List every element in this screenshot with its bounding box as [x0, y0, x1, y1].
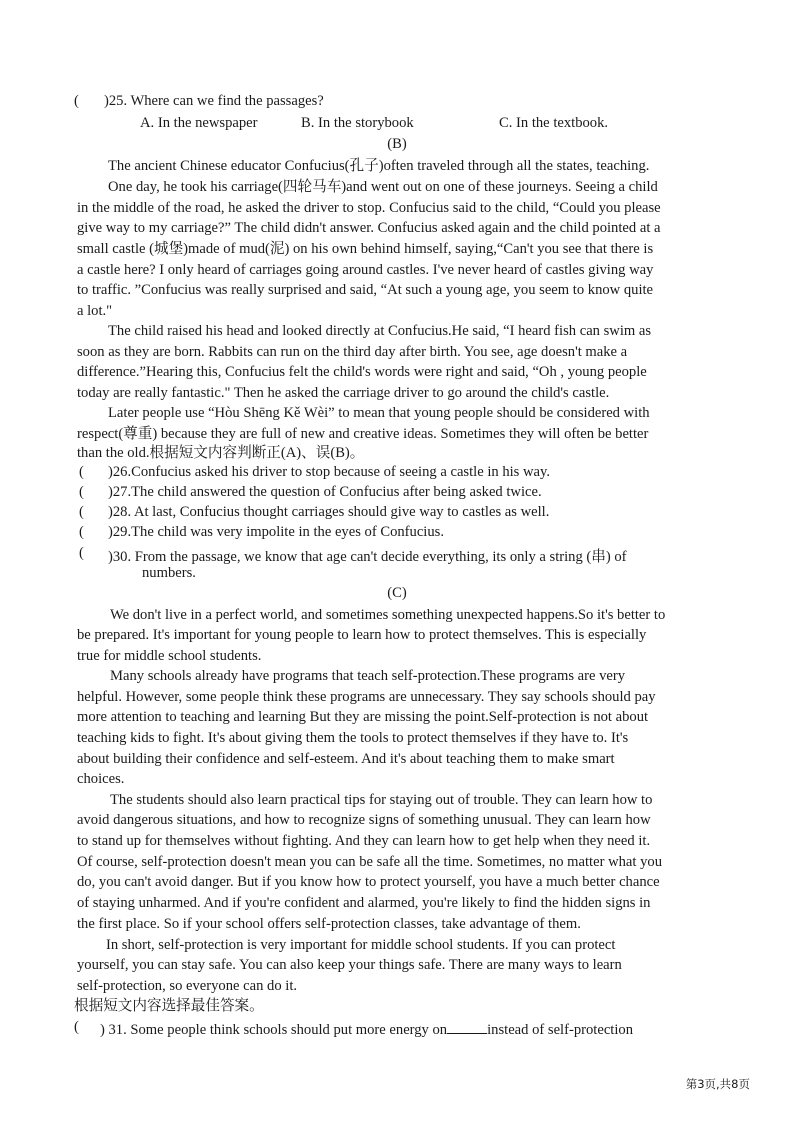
passage-line: teaching kids to fight. It's about giving them the tools to protect themselves if they have to. It's [77, 730, 629, 746]
question-27: )27.The child answered the question of Confucius after being asked twice. [108, 484, 542, 500]
passage-line: We don't live in a perfect world, and sometimes something unexpected happens.So it's better to [110, 607, 666, 623]
question-25: )25. Where can we find the passages? [104, 93, 324, 109]
passage-line: Of course, self-protection doesn't mean you can be safe all the time. Sometimes, no matter what you [77, 854, 662, 870]
passage-line: give way to my carriage?” The child didn't answer. Confucius asked again and the child pointed at a [77, 220, 661, 236]
answer-paren: ( [74, 93, 79, 109]
passage-line: yourself, you can stay safe. You can also keep your things safe. There are many ways to learn [77, 957, 622, 973]
passage-line: In short, self-protection is very important for middle school students. If you can protect [106, 937, 616, 953]
passage-line: helpful. However, some people think these programs are unnecessary. They say schools should pay [77, 689, 656, 705]
question-30: )30. From the passage, we know that age can't decide everything, its only a string (串) of [108, 549, 627, 565]
passage-line: to traffic. ”Confucius was really surprised and said, “At such a young age, you seem to know quite [77, 282, 654, 298]
question-26: )26.Confucius asked his driver to stop because of seeing a castle in his way. [108, 464, 551, 480]
passage-line: respect(尊重) because they are full of new and creative ideas. Sometimes they will often be better [77, 426, 649, 442]
question-31-text-end: instead of self-protection [487, 1022, 633, 1038]
option-c: C. In the textbook. [499, 115, 609, 131]
passage-line: more attention to teaching and learning But they are missing the point.Self-protection is not about [77, 709, 649, 725]
passage-line: The child raised his head and looked directly at Confucius.He said, “I heard fish can swim as [108, 323, 652, 339]
question-31 [100, 1019, 633, 1039]
answer-paren: ( [79, 545, 84, 561]
question-31-text: ) 31. Some people think schools should put more energy on [100, 1022, 448, 1038]
question-29: )29.The child was very impolite in the eyes of Confucius. [108, 524, 444, 540]
passage-line: a castle here? I only heard of carriages going around castles. I've never heard of castles giving way [77, 262, 654, 278]
passage-line: One day, he took his carriage(四轮马车)and went out on one of these journeys. Seeing a child [108, 179, 658, 195]
instruction-line: 根据短文内容选择最佳答案。 [74, 998, 264, 1014]
question-28: )28. At last, Confucius thought carriages should give way to castles as well. [108, 504, 550, 520]
section-b-heading: (B) [387, 136, 407, 152]
answer-paren: ( [79, 464, 84, 480]
passage-line: today are really fantastic." Then he asked the carriage driver to go around the child's castle. [77, 385, 610, 401]
passage-line: the first place. So if your school offers self-protection classes, take advantage of them. [77, 916, 581, 932]
answer-paren: ( [74, 1019, 79, 1035]
passage-line: do, you can't avoid danger. But if you know how to protect yourself, you have a much better chance [77, 874, 660, 890]
answer-paren: ( [79, 504, 84, 520]
passage-line: in the middle of the road, he asked the driver to stop. Confucius said to the child, “Could you please [77, 200, 661, 216]
page-number: 第3页,共8页 [685, 1077, 750, 1091]
option-a: A. In the newspaper [140, 115, 258, 131]
passage-line: true for middle school students. [77, 648, 262, 664]
passage-line: The ancient Chinese educator Confucius(孔子)often traveled through all the states, teaching. [108, 158, 650, 174]
passage-line: soon as they are born. Rabbits can run on the third day after birth. You see, age doesn't make a [77, 344, 628, 360]
passage-line: about building their confidence and self-esteem. And it's about teaching them to make smart [77, 751, 615, 767]
section-c-heading: (C) [387, 585, 407, 601]
passage-line: small castle (城堡)made of mud(泥) on his own behind himself, saying,“Can't you see that there is [77, 241, 654, 257]
passage-line: difference.”Hearing this, Confucius felt the child's words were right and said, “Oh , young people [77, 364, 647, 380]
answer-blank [447, 1019, 487, 1034]
passage-line: choices. [77, 771, 125, 787]
passage-line: to stand up for themselves without fighting. And they can learn how to get help when they need it. [77, 833, 651, 849]
passage-line: self-protection, so everyone can do it. [77, 978, 298, 994]
answer-paren: ( [79, 524, 84, 540]
answer-paren: ( [79, 484, 84, 500]
passage-line: be prepared. It's important for young people to learn how to protect themselves. This is especially [77, 627, 647, 643]
passage-line: Many schools already have programs that teach self-protection.These programs are very [110, 668, 626, 684]
passage-line: Later people use “Hòu Shēng Kě Wèi” to mean that young people should be considered with [108, 405, 650, 421]
passage-line: a lot." [77, 303, 113, 319]
passage-line: The students should also learn practical tips for staying out of trouble. They can learn how to [110, 792, 653, 808]
option-b: B. In the storybook [301, 115, 414, 131]
passage-line: avoid dangerous situations, and how to recognize signs of something unusual. They can learn how [77, 812, 651, 828]
question-30-continued: numbers. [142, 565, 196, 581]
passage-line: than the old.根据短文内容判断正(A)、误(B)。 [77, 445, 365, 461]
passage-line: of staying unharmed. And if you're confident and alarmed, you're likely to find the hidden signs in [77, 895, 651, 911]
